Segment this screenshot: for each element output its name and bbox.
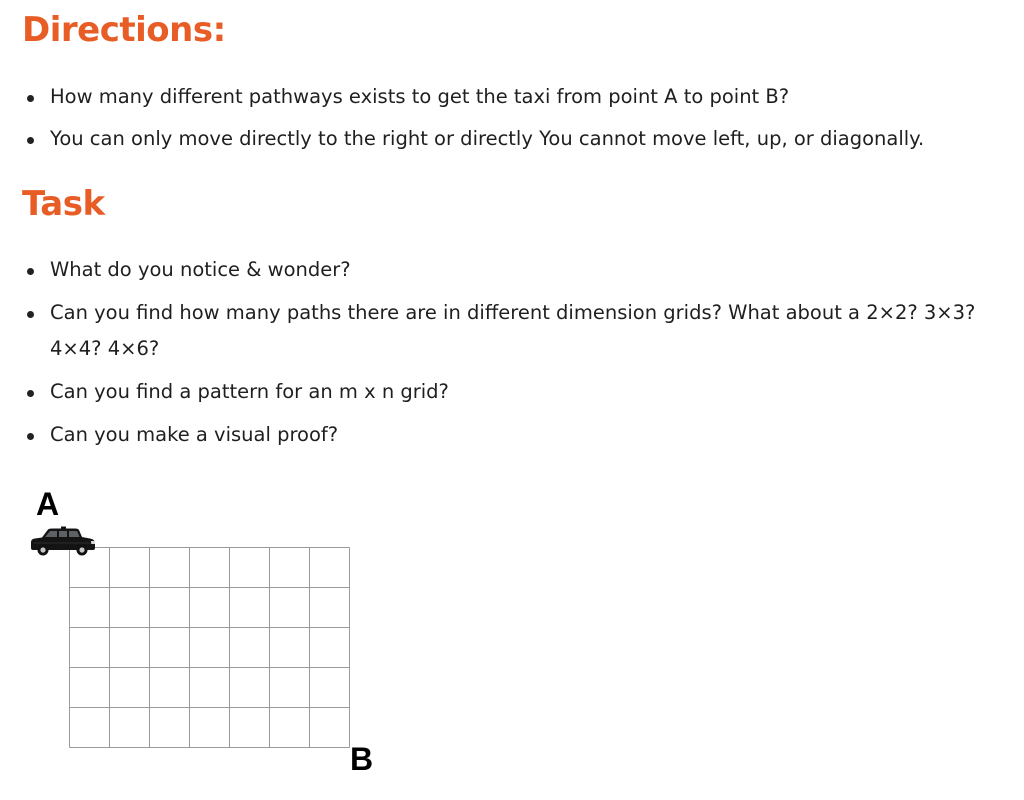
list-item: Can you make a visual proof? xyxy=(0,417,1024,453)
task-list xyxy=(0,252,1024,460)
list-item: Can you find a pattern for an m x n grid? xyxy=(0,374,1024,410)
list-item: You can only move directly to the right or directly You cannot move left, up, or diagonally. xyxy=(0,121,1024,157)
list-item: What do you notice & wonder? xyxy=(0,252,1024,288)
taxi-icon xyxy=(28,526,98,558)
task-heading: Task xyxy=(22,184,105,224)
point-b-label: B xyxy=(350,741,374,777)
point-a-label: A xyxy=(36,486,60,522)
directions-list xyxy=(0,79,1024,163)
list-item: How many different pathways exists to get the taxi from point A to point B? xyxy=(0,79,1024,115)
directions-heading: Directions: xyxy=(22,10,226,50)
list-item: Can you find how many paths there are in different dimension grids? What about a 2×2? 3×3? 4×4? 4×6? xyxy=(0,295,1024,367)
path-grid xyxy=(69,547,350,748)
